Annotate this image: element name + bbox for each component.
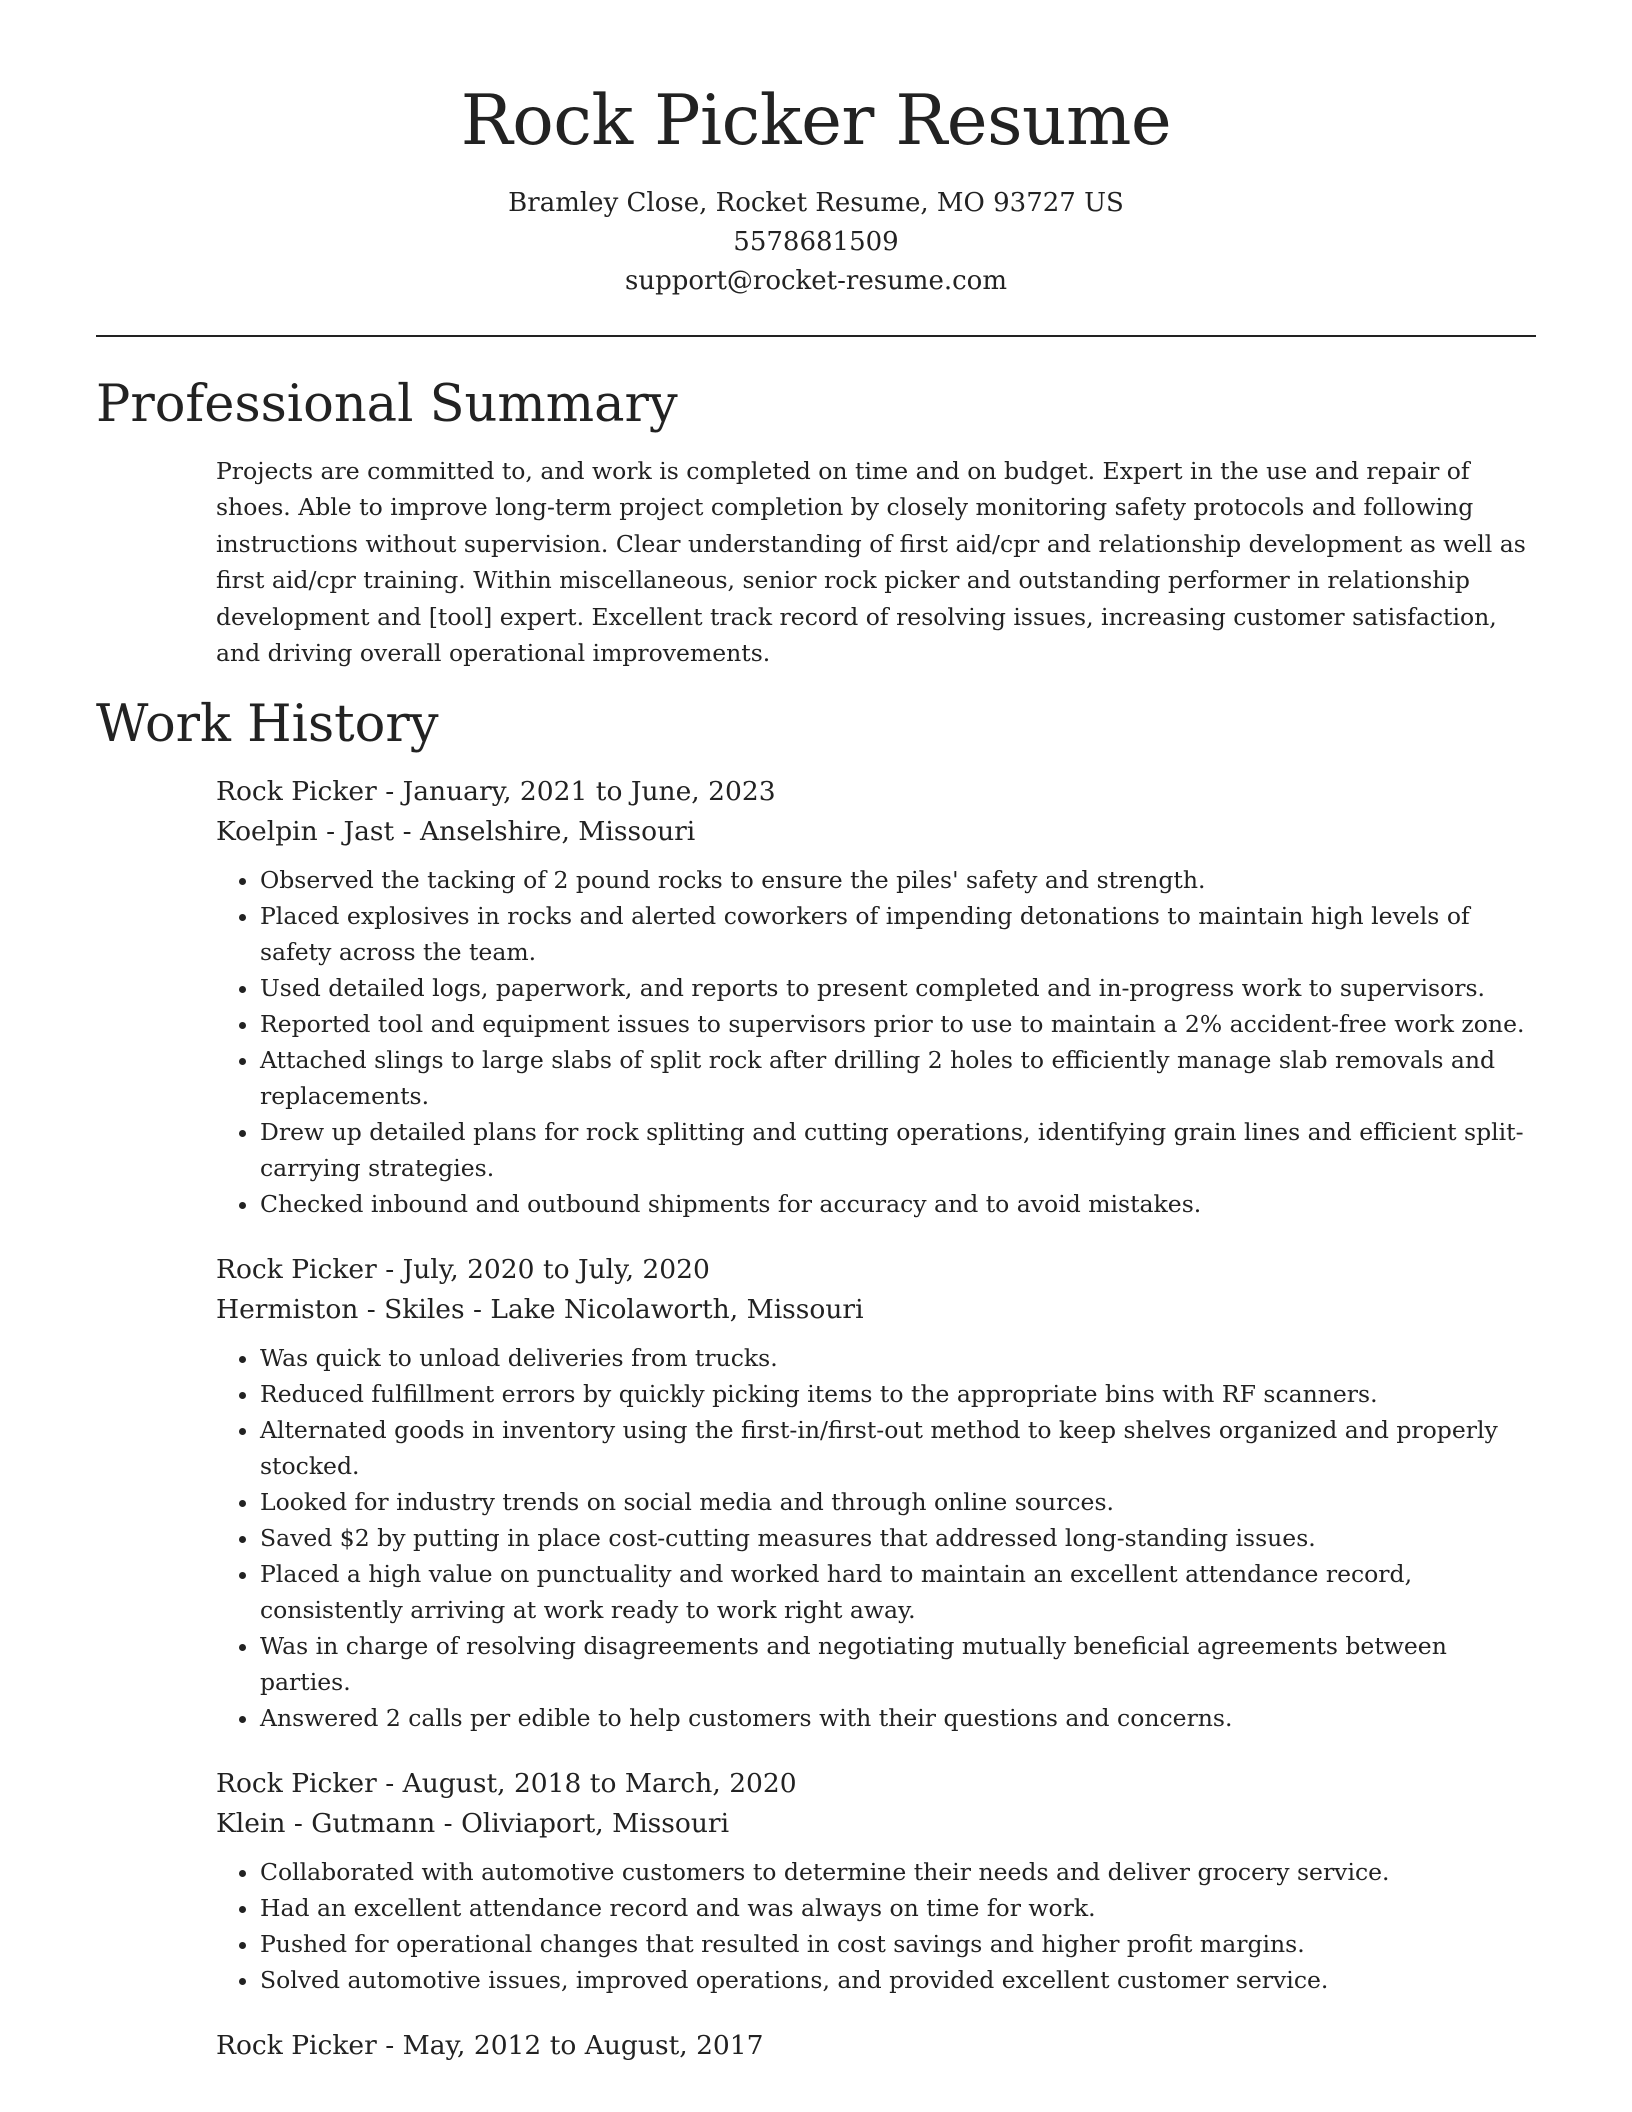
job-bullet: • Answered 2 calls per edible to help customers with their questions and concerns.: [260, 1700, 1536, 1736]
job-company-line: [216, 812, 1536, 852]
job-bullet: • Drew up detailed plans for rock splitting and cutting operations, identifying grain lines and efficient split-carrying strategies.: [260, 1114, 1536, 1186]
job-bullet: • Placed explosives in rocks and alerted coworkers of impending detonations to maintain high levels of safety across the team.: [260, 898, 1536, 970]
work-history-list: [0, 772, 1632, 2066]
job-bullet: • Reported tool and equipment issues to supervisors prior to use to maintain a 2% accident-free work zone.: [260, 1006, 1536, 1042]
job-entry: [216, 772, 1536, 1222]
job-company-line: [216, 1804, 1536, 1844]
summary-heading: Professional Summary: [96, 374, 678, 434]
header-divider: [96, 335, 1536, 337]
email-line: support@rocket-resume.com: [624, 265, 1007, 296]
job-bullet: • Reduced fulfillment errors by quickly picking items to the appropriate bins with RF scanners.: [260, 1376, 1536, 1412]
job-separator: -: [376, 2029, 403, 2061]
job-separator: -: [376, 775, 403, 807]
address-line: Bramley Close, Rocket Resume, MO 93727 US: [508, 187, 1124, 218]
job-title: Rock Picker: [216, 1767, 377, 1799]
job-bullet: • Was quick to unload deliveries from trucks.: [260, 1340, 1536, 1376]
job-company: Hermiston - Skiles: [216, 1293, 465, 1325]
job-title: Rock Picker: [216, 2029, 377, 2061]
job-location: Anselshire, Missouri: [420, 815, 696, 847]
job-title-line: [216, 1764, 1536, 1804]
job-separator: -: [435, 1807, 462, 1839]
contact-block: [0, 184, 1632, 301]
job-company: Koelpin - Jast: [216, 815, 395, 847]
job-title: Rock Picker: [216, 775, 377, 807]
job-company-line: [216, 1290, 1536, 1330]
job-title-line: [216, 2026, 1536, 2066]
job-bullet: • Looked for industry trends on social media and through online sources.: [260, 1484, 1536, 1520]
job-dates: August, 2018 to March, 2020: [402, 1767, 797, 1799]
job-entry: [216, 2026, 1536, 2066]
job-title: Rock Picker: [216, 1253, 377, 1285]
job-separator: -: [464, 1293, 491, 1325]
job-bullet: • Used detailed logs, paperwork, and reports to present completed and in-progress work to supervisors.: [260, 970, 1536, 1006]
job-location: Oliviaport, Missouri: [461, 1807, 730, 1839]
job-separator: -: [394, 815, 420, 847]
job-company: Klein - Gutmann: [216, 1807, 436, 1839]
job-bullet: • Was in charge of resolving disagreements and negotiating mutually beneficial agreements between parties.: [260, 1628, 1536, 1700]
phone-line: 5578681509: [733, 226, 899, 257]
job-separator: -: [376, 1767, 403, 1799]
job-bullet: • Solved automotive issues, improved operations, and provided excellent customer service.: [260, 1962, 1536, 1998]
job-bullets: [216, 862, 1536, 1222]
job-title-line: [216, 1250, 1536, 1290]
job-dates: May, 2012 to August, 2017: [402, 2029, 764, 2061]
job-title-line: [216, 772, 1536, 812]
job-location: Lake Nicolaworth, Missouri: [490, 1293, 864, 1325]
job-separator: -: [376, 1253, 403, 1285]
job-bullet: • Placed a high value on punctuality and worked hard to maintain an excellent attendance record, consistently arriving at work ready to work right away.: [260, 1556, 1536, 1628]
work-history-heading: Work History: [96, 695, 439, 755]
job-entry: [216, 1250, 1536, 1736]
resume-title: Rock Picker Resume: [460, 81, 1172, 161]
job-bullet: • Alternated goods in inventory using the first-in/first-out method to keep shelves organized and properly stocked.: [260, 1412, 1536, 1484]
job-entry: [216, 1764, 1536, 1998]
resume-header: [0, 0, 1632, 301]
job-bullets: [216, 1340, 1536, 1736]
job-bullet: • Attached slings to large slabs of split rock after drilling 2 holes to efficiently manage slab removals and replacements.: [260, 1042, 1536, 1114]
job-bullet: • Pushed for operational changes that resulted in cost savings and higher profit margins.: [260, 1926, 1536, 1962]
job-bullet: • Observed the tacking of 2 pound rocks to ensure the piles' safety and strength.: [260, 862, 1536, 898]
job-bullets: [216, 1854, 1536, 1998]
job-dates: July, 2020 to July, 2020: [402, 1253, 710, 1285]
summary-text: Projects are committed to, and work is completed on time and on budget. Expert in the use and repair of shoes. Able to improve long-term project completion by closely monitoring safety protocols and following instructions without supervision. Clear understanding of first aid/cpr and relationship development as well as first aid/cpr training. Within miscellaneous, senior rock picker and outstanding performer in relationship development and [tool] expert. Excellent track record of resolving issues, increasing customer satisfaction, and driving overall operational improvements.: [216, 456, 1526, 668]
job-bullet: • Had an excellent attendance record and was always on time for work.: [260, 1890, 1536, 1926]
job-bullet: • Collaborated with automotive customers to determine their needs and deliver grocery service.: [260, 1854, 1536, 1890]
job-bullet: • Checked inbound and outbound shipments for accuracy and to avoid mistakes.: [260, 1186, 1536, 1222]
job-dates: January, 2021 to June, 2023: [402, 775, 776, 807]
job-bullet: • Saved $2 by putting in place cost-cutting measures that addressed long-standing issues.: [260, 1520, 1536, 1556]
